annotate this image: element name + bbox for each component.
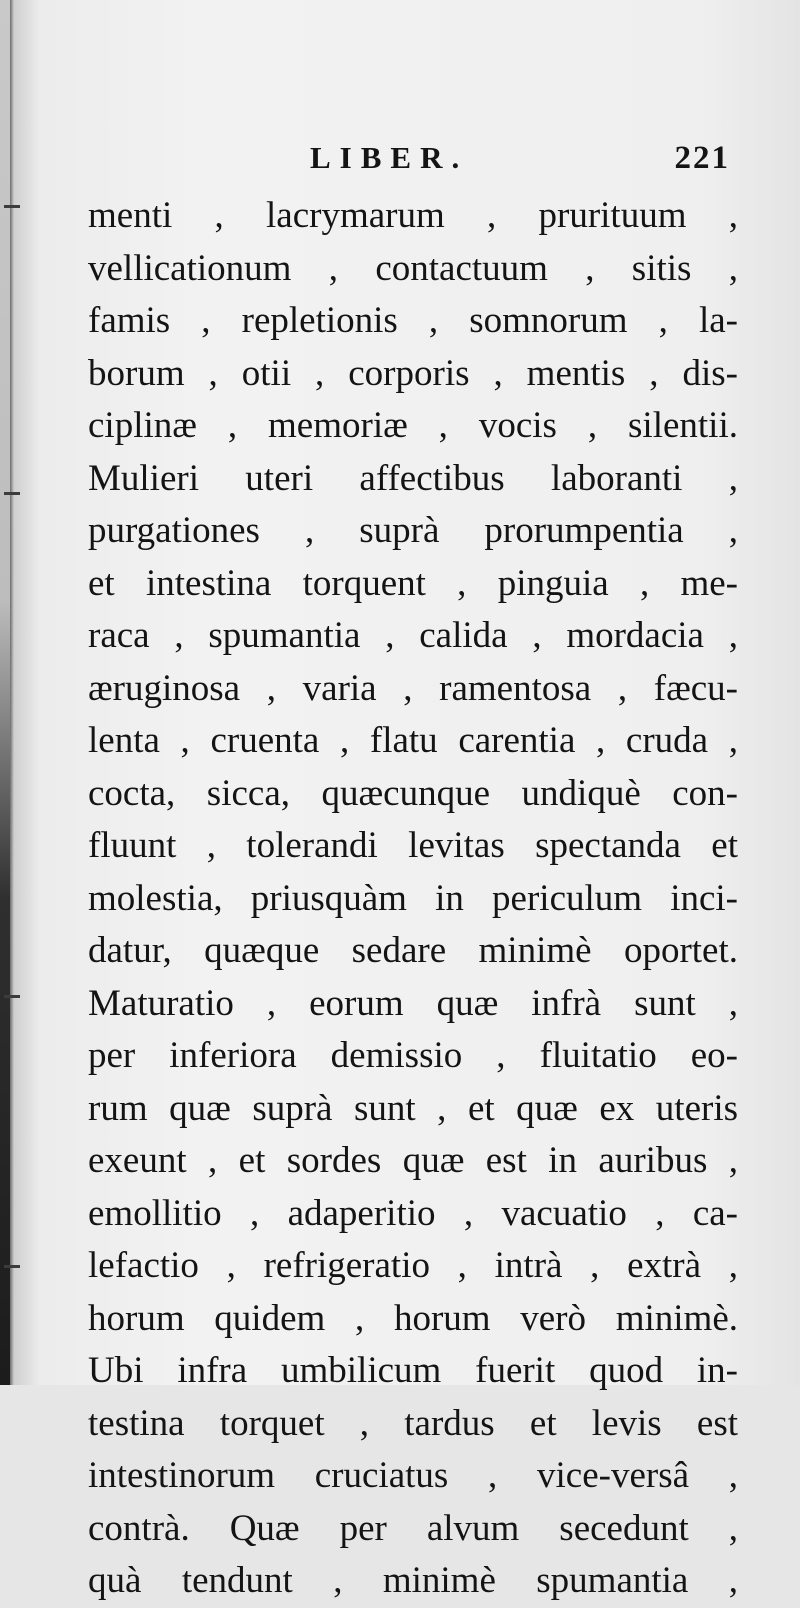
text-line: menti , lacrymarum , prurituum ,: [88, 195, 738, 236]
text-line: testina torquet , tardus et levis est: [88, 1402, 738, 1444]
text-line: rum quæ suprà sunt , et quæ ex uteris: [88, 1087, 738, 1129]
text-line: et intestina torquent , pinguia , me-: [88, 562, 738, 604]
text-line: contrà. Quæ per alvum secedunt ,: [88, 1507, 738, 1549]
text-line: æruginosa , varia , ramentosa , fæcu-: [88, 667, 738, 709]
text-line: cocta, sicca, quæcunque undiquè con-: [88, 772, 738, 814]
text-line: lenta , cruenta , flatu carentia , cruda ,: [88, 720, 738, 761]
text-line: borum , otii , corporis , mentis , dis-: [88, 352, 738, 394]
text-line: molestia, priusquàm in periculum inci-: [88, 877, 738, 919]
text-line: famis , repletionis , somnorum , la-: [88, 300, 738, 341]
margin-mark: [4, 492, 20, 495]
running-head: LIBER.: [310, 140, 469, 175]
page-header: [150, 140, 740, 180]
text-line: Maturatio , eorum quæ infrà sunt ,: [88, 982, 738, 1024]
text-line: horum quidem , horum verò minimè.: [88, 1297, 738, 1339]
text-line: fluunt , tolerandi levitas spectanda et: [88, 825, 738, 866]
margin-mark: [4, 1265, 20, 1268]
text-line: emollitio , adaperitio , vacuatio , ca-: [88, 1192, 738, 1234]
text-line: raca , spumantia , calida , mordacia ,: [88, 615, 738, 656]
text-line: ciplinæ , memoriæ , vocis , silentii.: [88, 405, 738, 446]
text-line: purgationes , suprà prorumpentia ,: [88, 510, 738, 551]
text-line: datur, quæque sedare minimè oportet.: [88, 930, 738, 971]
text-line: vellicationum , contactuum , sitis ,: [88, 247, 738, 289]
text-line: exeunt , et sordes quæ est in auribus ,: [88, 1140, 738, 1181]
text-line: intestinorum cruciatus , vice-versâ ,: [88, 1455, 738, 1496]
text-line: quà tendunt , minimè spumantia ,: [88, 1560, 738, 1601]
text-line: Mulieri uteri affectibus laboranti ,: [88, 457, 738, 499]
text-line: Ubi infra umbilicum fuerit quod in-: [88, 1350, 738, 1391]
text-line: per inferiora demissio , fluitatio eo-: [88, 1035, 738, 1076]
margin-mark: [4, 995, 20, 998]
page-number: 221: [674, 140, 730, 176]
body-text: [88, 190, 738, 1608]
text-line: lefactio , refrigeratio , intrà , extrà ,: [88, 1245, 738, 1286]
margin-mark: [4, 205, 20, 208]
